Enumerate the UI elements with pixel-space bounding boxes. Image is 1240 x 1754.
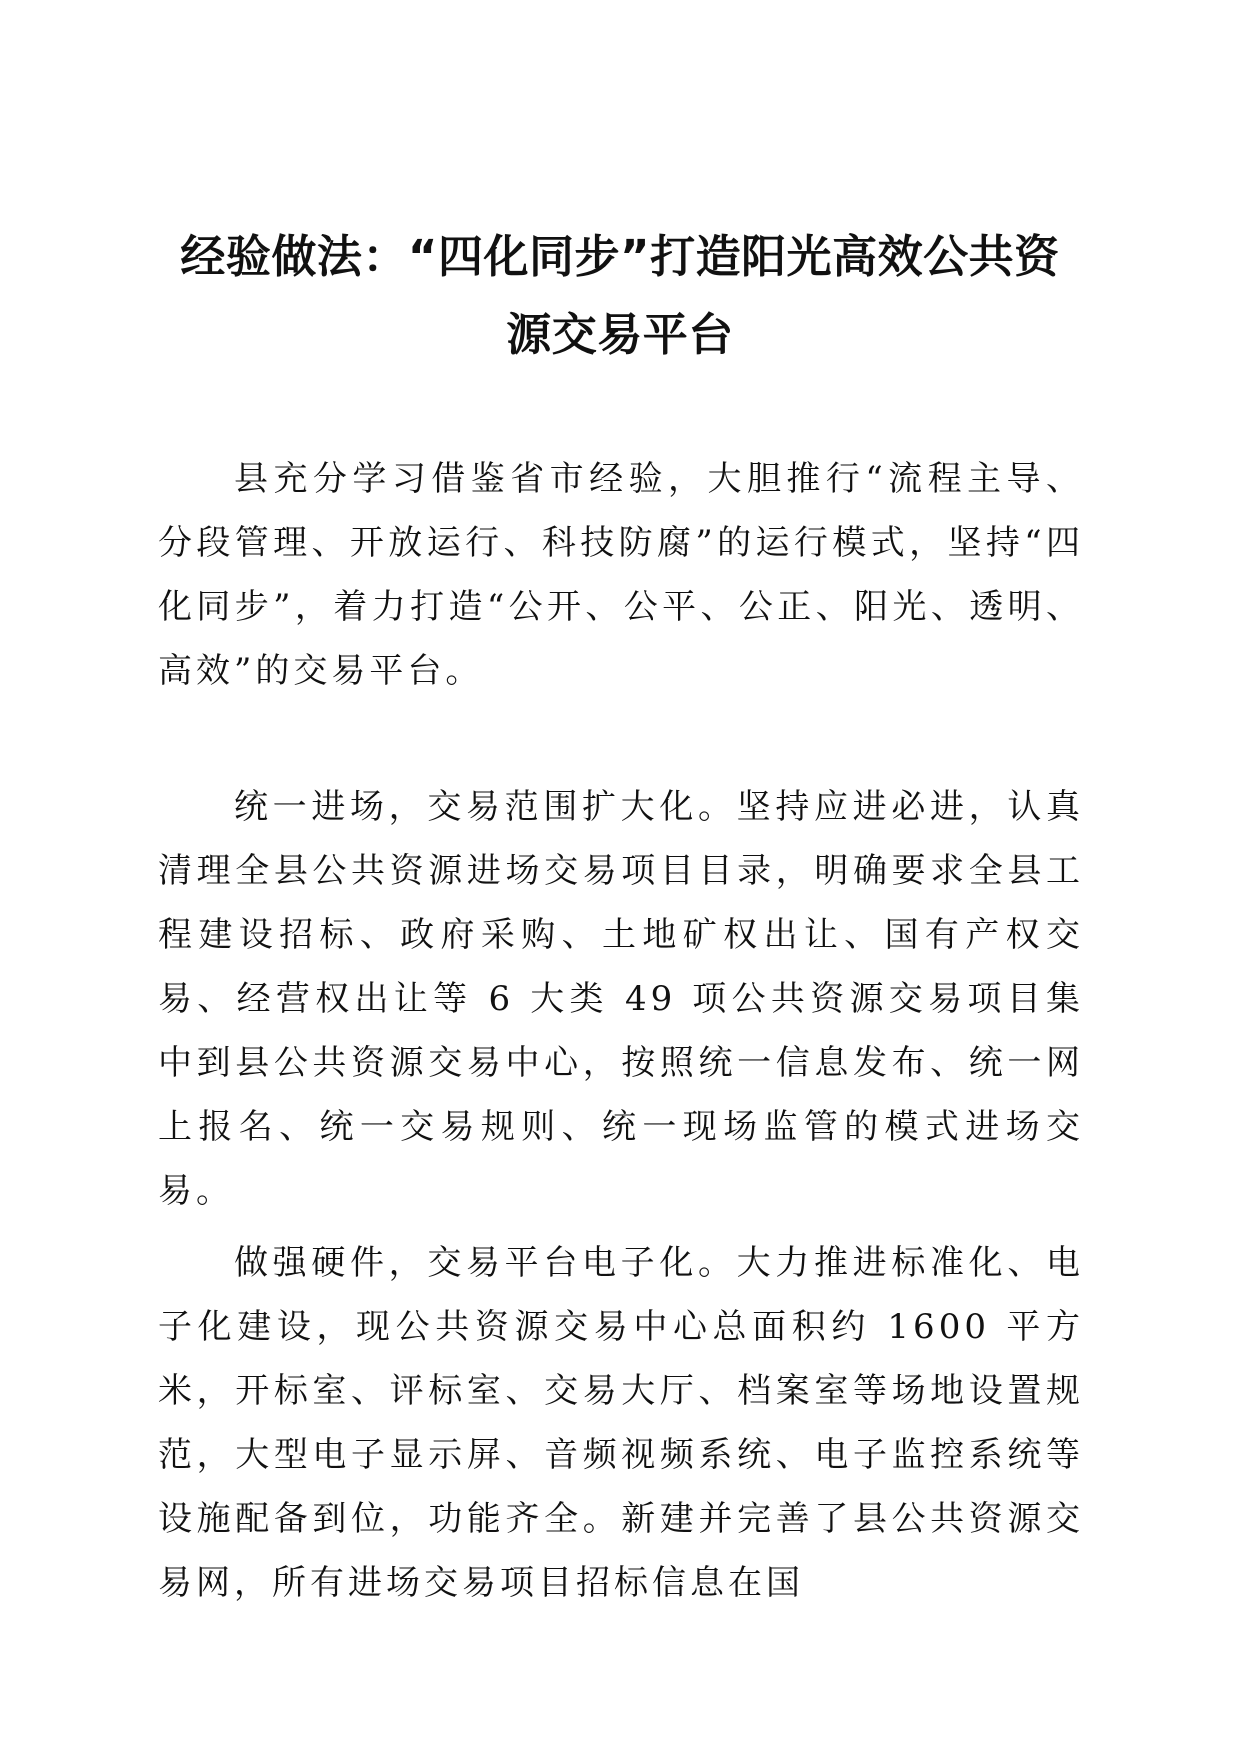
title-line-1: 经验做法：“四化同步”打造阳光高效公共资 xyxy=(180,230,1060,283)
title-line-2: 源交易平台 xyxy=(506,308,734,361)
paragraph-unified-entry: 统一进场，交易范围扩大化。坚持应进必进，认真清理全县公共资源进场交易项目目录，明确要求全县工程建设招标、政府采购、土地矿权出让、国有产权交易、经营权出让等 6 大类 49 项公共资源交易项目集中到县公共资源交易中心，按照统一信息发布、统一网上报名、统一交易规则、统一现场监管的模式进场交易。 xyxy=(158,787,1084,1211)
paragraph-intro: 县充分学习借鉴省市经验，大胆推行“流程主导、分段管理、开放运行、科技防腐”的运行模式，坚持“四化同步”，着力打造“公开、公平、公正、阳光、透明、高效”的交易平台。 xyxy=(158,459,1084,691)
paragraph-hardware-platform: 做强硬件，交易平台电子化。大力推进标准化、电子化建设，现公共资源交易中心总面积约 1600 平方米，开标室、评标室、交易大厅、档案室等场地设置规范，大型电子显示屏、音频视频系统、电子监控系统等设施配备到位，功能齐全。新建并完善了县公共资源交易网，所有进场交易项目招标信息在国 xyxy=(158,1243,1084,1603)
document-title xyxy=(150,218,1090,374)
